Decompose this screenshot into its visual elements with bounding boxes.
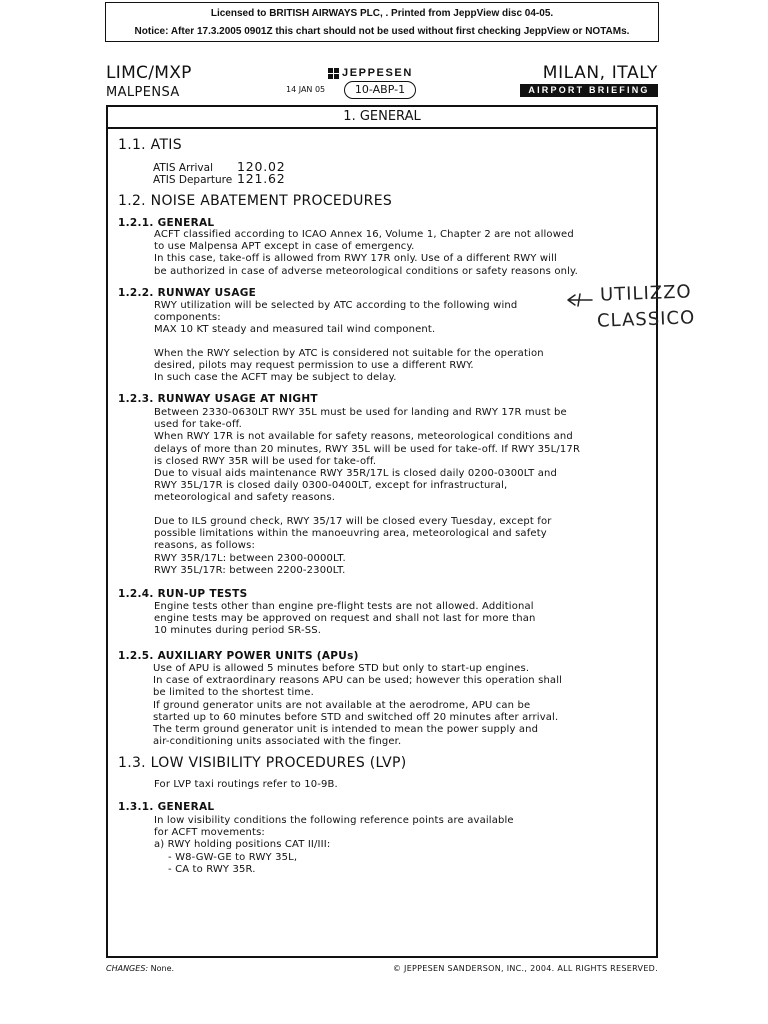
text-line: In this case, take-off is allowed from RWY 17R only. Use of a different RWY will — [154, 253, 557, 265]
noise-general-text — [154, 229, 578, 278]
text-line: RWY utilization will be selected by ATC according to the following wind — [154, 300, 518, 311]
atis-departure-label: ATIS Departure — [153, 174, 233, 186]
changes-note — [106, 964, 174, 973]
runway-night-text-a — [154, 407, 580, 505]
text-line: for ACFT movements: — [154, 827, 265, 839]
apu-text — [153, 663, 562, 748]
text-line: delays of more than 20 minutes, RWY 35L will be used for take-off. If RWY 35L/17R — [154, 443, 581, 455]
runup-tests-heading: 1.2.4. RUN-UP TESTS — [118, 588, 248, 600]
runway-night-heading: 1.2.3. RUNWAY USAGE AT NIGHT — [118, 393, 318, 405]
airport-code: LIMC/MXP — [106, 63, 192, 83]
text-line: In case of extraordinary reasons APU can be used; however this operation shall — [153, 675, 563, 687]
text-line: RWY 35R/17L: between 2300-0000LT. — [154, 552, 346, 564]
atis-arrival-frequency: 120.02 — [237, 159, 286, 174]
text-line: In low visibility conditions the following reference points are available — [154, 815, 514, 826]
jeppesen-logo-icon — [328, 68, 339, 79]
text-line: The term ground generator unit is intended to mean the power supply and — [153, 724, 539, 736]
chart-date: 14 JAN 05 — [286, 85, 326, 94]
runup-tests-text — [154, 601, 536, 638]
text-line: meteorological and safety reasons. — [154, 492, 336, 504]
handwritten-note-line2: CLASSICO — [596, 307, 696, 332]
text-line: If ground generator units are not available at the aerodrome, APU can be — [153, 699, 531, 711]
text-line: be limited to the shortest time. — [153, 687, 314, 699]
city-name: MILAN, ITALY — [542, 63, 658, 83]
text-line: air-conditioning units associated with the finger. — [153, 736, 402, 748]
runway-usage-text-a — [154, 300, 517, 337]
text-line: desired, pilots may request permission to use a different RWY. — [154, 360, 474, 372]
text-line: When the RWY selection by ATC is considered not suitable for the operation — [154, 348, 544, 359]
airport-name: MALPENSA — [106, 85, 180, 100]
notams-notice-line: Notice: After 17.3.2005 0901Z this chart should not be used without first checking JeppView or NOTAMs. — [134, 26, 630, 37]
license-line: Licensed to BRITISH AIRWAYS PLC, . Printed from JeppView disc 04-05. — [210, 8, 554, 19]
text-line: a) RWY holding positions CAT II/III: — [154, 839, 331, 851]
text-line: In such case the ACFT may be subject to delay. — [154, 372, 397, 384]
text-line: RWY 35L/17R: between 2200-2300LT. — [154, 564, 346, 576]
atis-arrival-label: ATIS Arrival — [153, 162, 213, 174]
text-line: possible limitations within the manoeuvring area, meteorological and safety — [154, 528, 547, 540]
apu-heading: 1.2.5. AUXILIARY POWER UNITS (APUs) — [118, 650, 359, 662]
text-line: is closed RWY 35R will be used for take-off. — [154, 455, 377, 467]
copyright-notice: © JEPPESEN SANDERSON, INC., 2004. ALL RIGHTS RESERVED. — [392, 964, 658, 973]
lvp-intro-text — [154, 779, 338, 791]
text-line: started up to 60 minutes before STD and switched off 20 minutes after arrival. — [153, 711, 559, 723]
text-line: components: — [154, 312, 221, 324]
runway-night-text-b — [154, 516, 552, 577]
text-line: - CA to RWY 35R. — [168, 863, 256, 875]
lvp-general-text — [154, 815, 514, 876]
text-line: Between 2330-0630LT RWY 35L must be used for landing and RWY 17R must be — [154, 407, 567, 418]
section-title: 1. GENERAL — [108, 107, 656, 129]
runway-usage-text-b — [154, 348, 544, 385]
text-line: - W8-GW-GE to RWY 35L, — [168, 851, 298, 863]
changes-label: CHANGES: — [106, 964, 149, 973]
text-line: ACFT classified according to ICAO Annex 16, Volume 1, Chapter 2 are not allowed — [154, 229, 574, 240]
noise-abatement-heading: 1.2. NOISE ABATEMENT PROCEDURES — [118, 193, 393, 209]
chart-id: 10-ABP-1 — [344, 81, 416, 99]
runway-usage-heading: 1.2.2. RUNWAY USAGE — [118, 287, 257, 299]
lvp-heading: 1.3. LOW VISIBILITY PROCEDURES (LVP) — [118, 755, 407, 771]
text-line: to use Malpensa APT except in case of emergency. — [154, 241, 415, 253]
chart-type-badge: AIRPORT BRIEFING — [520, 84, 658, 97]
brand-name: JEPPESEN — [342, 67, 413, 79]
text-line: Due to visual aids maintenance RWY 35R/17L is closed daily 0200-0300LT and — [154, 468, 557, 480]
noise-general-heading: 1.2.1. GENERAL — [118, 217, 215, 229]
text-line: Engine tests other than engine pre-flight tests are not allowed. Additional — [154, 601, 534, 612]
text-line: engine tests may be approved on request and shall not last for more than — [154, 613, 536, 625]
lvp-general-heading: 1.3.1. GENERAL — [118, 801, 215, 813]
briefing-frame — [106, 105, 658, 958]
text-line: MAX 10 KT steady and measured tail wind component. — [154, 324, 436, 336]
text-line: Use of APU is allowed 5 minutes before STD but only to start-up engines. — [153, 663, 530, 674]
license-notice — [105, 2, 659, 42]
briefing-content — [108, 129, 656, 956]
text-line: For LVP taxi routings refer to 10-9B. — [154, 779, 338, 790]
handwritten-arrow-icon — [566, 291, 596, 309]
handwritten-note-line1: UTILIZZO — [599, 281, 692, 306]
text-line: RWY 35L/17R is closed daily 0300-0400LT, except for infrastructural, — [154, 480, 508, 492]
text-line: 10 minutes during period SR-SS. — [154, 625, 322, 637]
text-line: reasons, as follows: — [154, 540, 255, 552]
atis-arrival-row — [153, 159, 286, 174]
text-line: Due to ILS ground check, RWY 35/17 will be closed every Tuesday, except for — [154, 516, 552, 527]
text-line: When RWY 17R is not available for safety reasons, meteorological conditions and — [154, 431, 573, 443]
text-line: used for take-off. — [154, 419, 242, 431]
atis-departure-frequency: 121.62 — [237, 171, 286, 186]
atis-departure-row — [153, 171, 286, 186]
atis-heading: 1.1. ATIS — [118, 137, 182, 153]
text-line: be authorized in case of adverse meteorological conditions or safety reasons only. — [154, 265, 579, 277]
changes-value: None. — [150, 964, 175, 973]
jeppesen-logo — [328, 67, 413, 79]
